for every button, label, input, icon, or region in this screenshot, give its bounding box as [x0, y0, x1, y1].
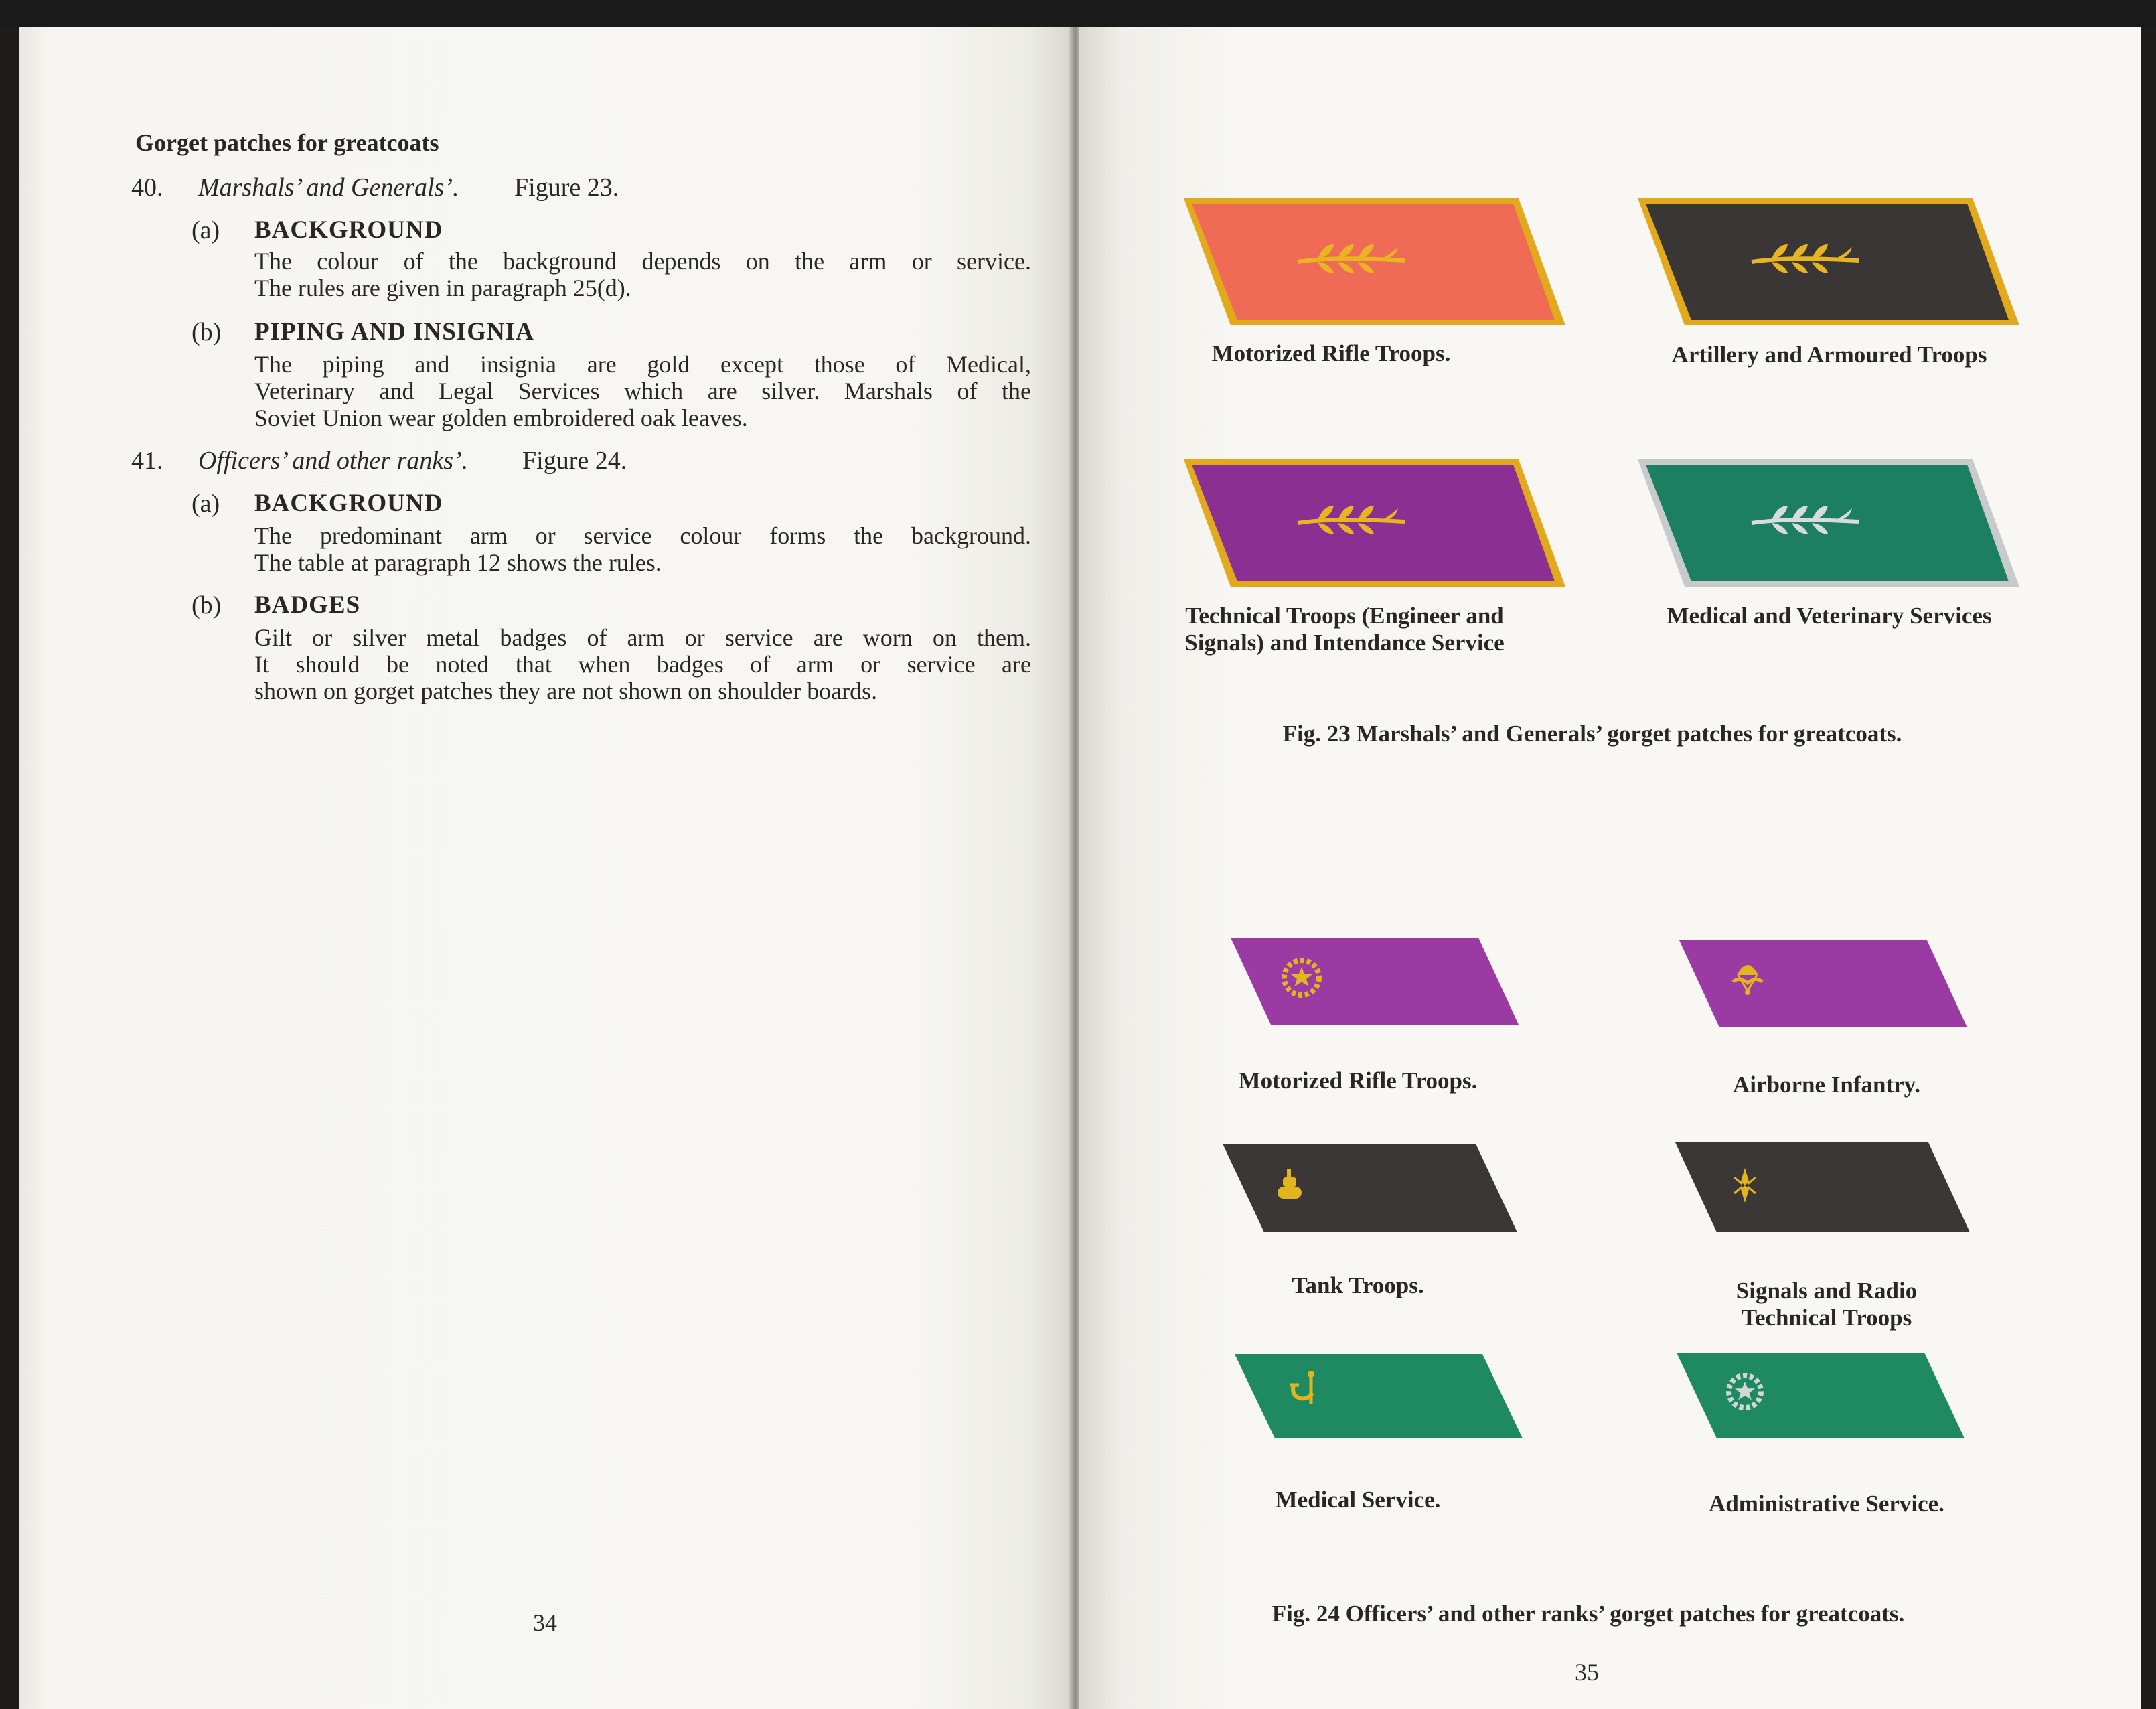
- body-line: Soviet Union wear golden embroidered oak leaves.: [254, 404, 748, 431]
- gorget-patch: [1184, 459, 1565, 587]
- item-heading: BADGES: [254, 591, 361, 619]
- body-line: It should be noted that when badges of arm or service are: [254, 651, 1031, 678]
- patch-label: Medical and Veterinary Services: [1667, 603, 1992, 629]
- paragraph-number: 40.: [131, 173, 163, 202]
- patch-label: [1652, 1278, 2001, 1331]
- item-heading: PIPING AND INSIGNIA: [254, 318, 534, 346]
- figure-reference: Figure 23.: [514, 173, 619, 202]
- item-marker: (b): [191, 318, 222, 346]
- patch-label: Airborne Infantry.: [1733, 1071, 1920, 1098]
- figure-reference: Figure 24.: [522, 447, 627, 475]
- page-number: 34: [533, 1609, 557, 1636]
- gorget-patch: [1677, 1353, 1965, 1438]
- patch-label: Motorized Rifle Troops.: [1211, 340, 1451, 366]
- item-heading: BACKGROUND: [254, 490, 443, 517]
- left-page: [19, 27, 1071, 1709]
- gorget-patch: [1638, 459, 2019, 587]
- patch-label-line: Technical Troops: [1741, 1305, 1912, 1331]
- body-line: The rules are given in paragraph 25(d).: [254, 275, 631, 301]
- item-marker: (a): [191, 216, 220, 244]
- patch-label: Administrative Service.: [1709, 1491, 1944, 1517]
- item-marker: (a): [191, 490, 220, 518]
- paragraph-title: Marshals’ and Generals’.: [198, 173, 459, 202]
- paragraph-number: 41.: [131, 447, 163, 475]
- item-heading: BACKGROUND: [254, 216, 443, 244]
- patch-label: [1144, 603, 1545, 656]
- body-line: Gilt or silver metal badges of arm or service are worn on them.: [254, 624, 1031, 651]
- item-body: [254, 248, 1031, 301]
- patch-label-line: Signals and Radio: [1736, 1278, 1918, 1304]
- patch-label: Medical Service.: [1275, 1487, 1441, 1513]
- right-page: [1079, 27, 2141, 1709]
- patch-label-line: Signals) and Intendance Service: [1184, 629, 1505, 656]
- patch-label-line: Technical Troops (Engineer and: [1185, 603, 1504, 629]
- section-title: Gorget patches for greatcoats: [135, 129, 439, 156]
- patch-label: Tank Troops.: [1292, 1272, 1424, 1298]
- body-line: shown on gorget patches they are not shown on shoulder boards.: [254, 678, 878, 704]
- item-body: [254, 624, 1031, 704]
- body-line: The predominant arm or service colour forms the background.: [254, 522, 1031, 549]
- item-body: [254, 351, 1031, 431]
- patch-label: Motorized Rifle Troops.: [1238, 1067, 1478, 1094]
- paragraph-title: Officers’ and other ranks’.: [198, 447, 469, 475]
- body-line: Veterinary and Legal Services which are silver. Marshals of the: [254, 378, 1031, 404]
- gorget-patch: [1235, 1354, 1523, 1438]
- body-line: The colour of the background depends on the arm or service.: [254, 248, 1031, 275]
- item-marker: (b): [191, 591, 222, 619]
- figure-caption: Fig. 24 Officers’ and other ranks’ gorget patches for greatcoats.: [1272, 1601, 1905, 1627]
- gorget-patch: [1223, 1144, 1517, 1232]
- body-line: The piping and insignia are gold except those of Medical,: [254, 351, 1031, 378]
- gorget-patch: [1231, 938, 1519, 1025]
- gorget-patch: [1679, 940, 1967, 1027]
- gorget-patch: [1638, 198, 2019, 325]
- page-number: 35: [1575, 1659, 1599, 1686]
- gorget-patch: [1675, 1142, 1970, 1232]
- patch-label: Artillery and Armoured Troops: [1671, 342, 1987, 368]
- gorget-patch: [1184, 198, 1565, 325]
- body-line: The table at paragraph 12 shows the rules.: [254, 549, 662, 576]
- item-body: [254, 522, 1031, 576]
- scan-top-edge: [0, 0, 2156, 29]
- figure-caption: Fig. 23 Marshals’ and Generals’ gorget patches for greatcoats.: [1282, 721, 1902, 747]
